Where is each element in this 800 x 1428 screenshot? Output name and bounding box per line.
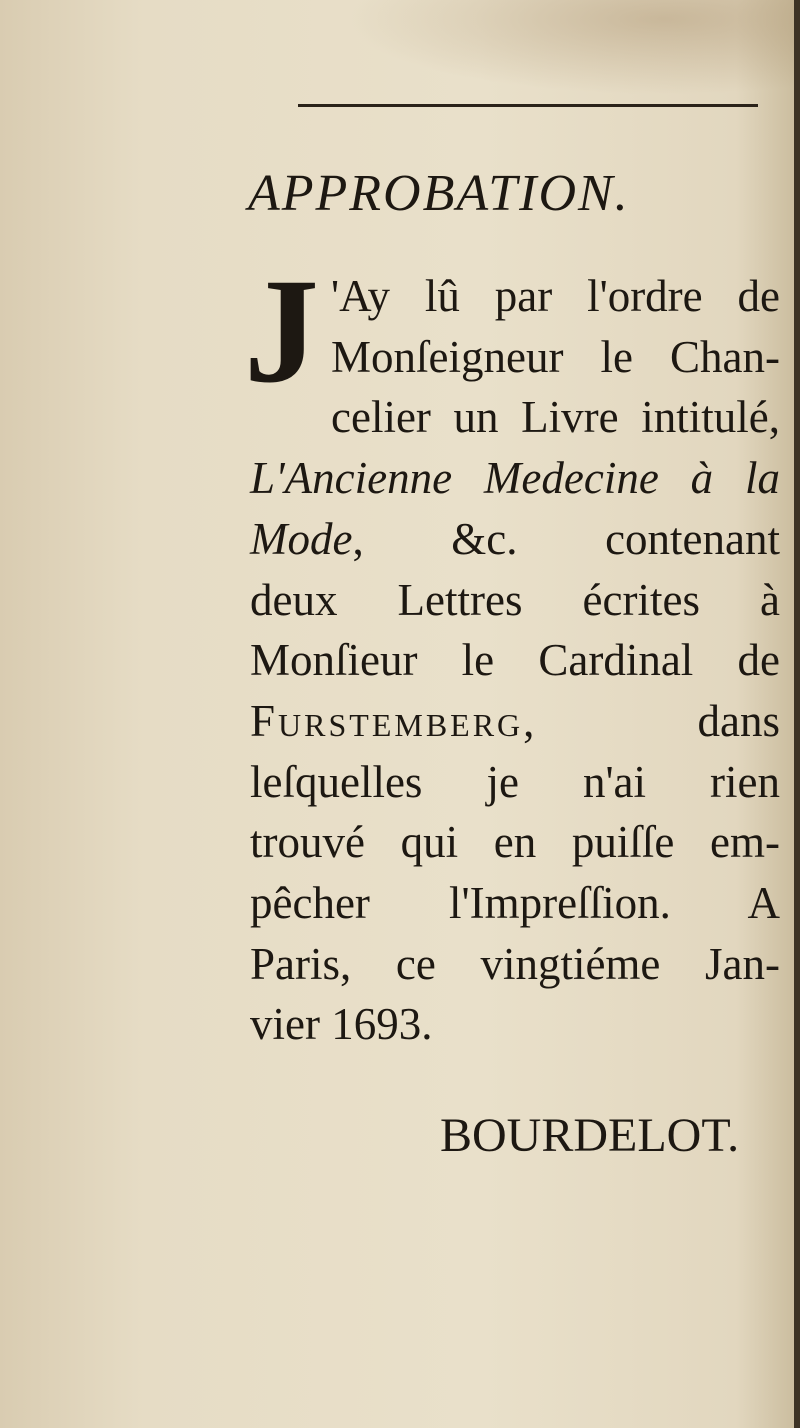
cardinal-name: Furstemberg — [250, 695, 524, 746]
text-line-8-rest: , dans — [523, 695, 780, 746]
text-line-10: trouvé qui en puiſſe em- — [250, 817, 780, 868]
page-title: APPROBATION. — [248, 165, 630, 222]
book-title-end: Mode — [250, 513, 353, 564]
text-line-5-rest: , &c. contenant — [352, 513, 780, 564]
text-line-2: Monſeigneur le Chan- — [331, 331, 780, 382]
header-rule — [298, 104, 758, 107]
text-line-3: celier un Livre intitulé, — [331, 392, 780, 443]
text-line-1: 'Ay lû par l'ordre de — [331, 271, 780, 321]
drop-cap: J — [244, 248, 319, 414]
approbation-text — [244, 248, 780, 1055]
text-line-9: leſquelles je n'ai rien — [250, 756, 780, 807]
text-line-4: L'Ancienne Medecine à la — [250, 453, 780, 504]
text-line-8 — [250, 691, 780, 752]
signature: BOURDELOT. — [440, 1109, 740, 1162]
text-line-12: Paris, ce vingtiéme Jan- — [250, 938, 780, 989]
text-line-7: Monſieur le Cardinal de — [250, 635, 780, 686]
page-edge — [794, 0, 800, 1428]
text-line-11: pêcher l'Impreſſion. A — [250, 878, 780, 929]
text-line-6: deux Lettres écrites à — [250, 574, 780, 625]
text-line-5 — [250, 509, 780, 570]
text-line-13: vier 1693. — [250, 999, 433, 1050]
paper-stain — [345, 0, 800, 95]
